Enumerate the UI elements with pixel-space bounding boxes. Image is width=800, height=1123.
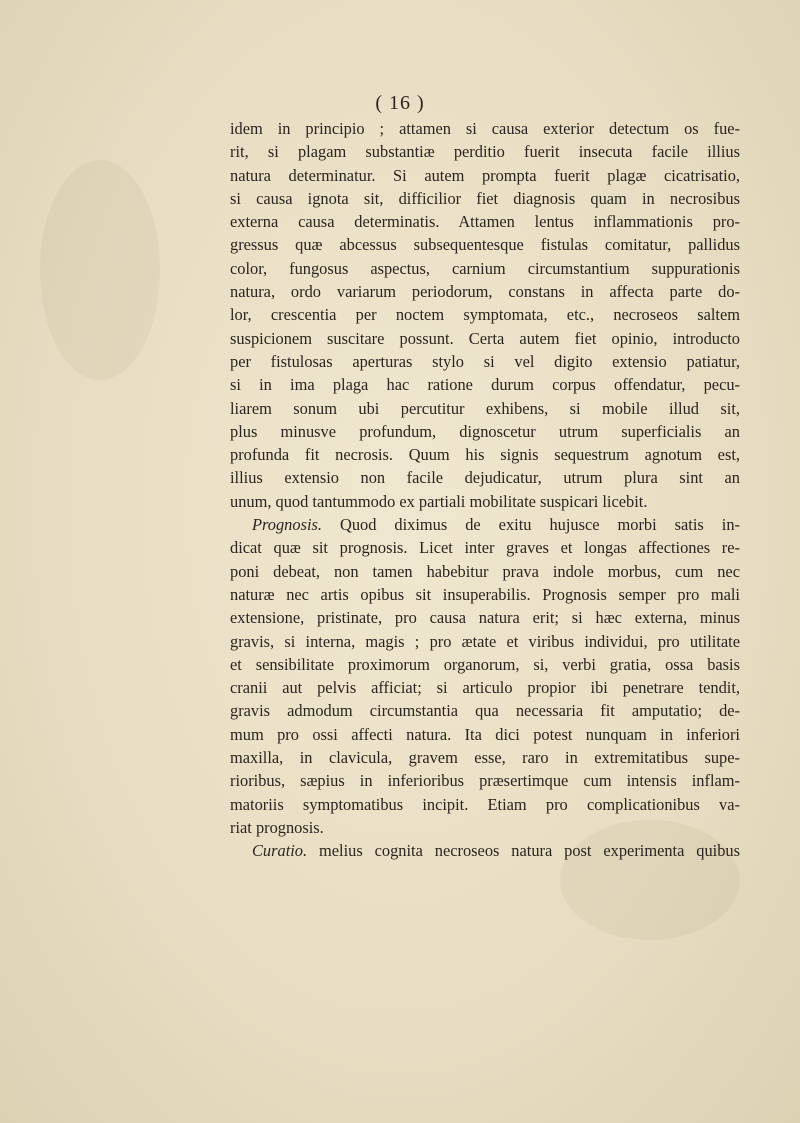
text-line-content: Quod diximus de exitu hujusce morbi satis in- — [339, 515, 740, 535]
text-line: natura determinatur. Si autem prompta fuerit plagæ cicatrisatio, — [230, 165, 740, 185]
text-line: per fistulosas aperturas stylo si vel digito extensio patiatur, — [230, 351, 740, 371]
text-line: maxilla, in clavicula, gravem esse, raro in extremitatibus supe- — [230, 748, 740, 768]
text-line: unum, quod tantummodo ex partiali mobilitate suspicari licebit. — [230, 491, 648, 511]
text-line: plus minusve profundum, dignoscetur utrum superficialis an — [230, 421, 740, 441]
text-line: gravis, si interna, magis ; pro ætate et viribus individui, pro utilitate — [230, 631, 740, 651]
paper-stain — [40, 160, 160, 380]
text-line: gravis admodum circumstantia qua necessaria fit amputatio; de- — [230, 701, 740, 721]
text-line: lor, crescentia per noctem symptomata, etc., necroseos saltem — [230, 305, 740, 325]
text-line: mum pro ossi affecti natura. Ita dici potest nunquam in inferiori — [230, 724, 740, 744]
text-line: profunda fit necrosis. Quum his signis sequestrum agnotum est, — [230, 445, 740, 465]
text-line: rioribus, sæpius in inferioribus præsertimque cum intensis inflam- — [230, 771, 740, 791]
text-line: dicat quæ sit prognosis. Licet inter graves et longas affectiones re- — [230, 538, 740, 558]
section-label-curatio: Curatio. — [252, 841, 308, 861]
page-number: ( 16 ) — [375, 92, 425, 114]
text-line: color, fungosus aspectus, carnium circumstantium suppurationis — [230, 258, 740, 278]
text-line: naturæ nec artis opibus sit insuperabilis. Prognosis semper pro mali — [230, 584, 740, 604]
text-line — [230, 839, 740, 862]
text-line: matoriis symptomatibus incipit. Etiam pro complicationibus va- — [230, 794, 740, 814]
section-label-prognosis: Prognosis. — [252, 515, 322, 535]
text-line: gressus quæ abcessus subsequentesque fistulas comitatur, pallidus — [230, 235, 740, 255]
text-line: et sensibilitate proximorum organorum, si, verbi gratia, ossa basis — [230, 654, 740, 674]
text-line: natura, ordo variarum periodorum, constans in affecta parte do- — [230, 282, 740, 302]
text-line: liarem sonum ubi percutitur exhibens, si mobile illud sit, — [230, 398, 740, 418]
text-line — [230, 513, 740, 536]
text-line: extensione, pristinate, pro causa natura erit; si hæc externa, minus — [230, 608, 740, 628]
text-line: rit, si plagam substantiæ perditio fuerit insecuta facile illius — [230, 142, 740, 162]
text-line: cranii aut pelvis afficiat; si articulo propior ibi penetrare tendit, — [230, 678, 740, 698]
text-line-content: melius cognita necroseos natura post experimenta quibus — [319, 841, 740, 861]
text-line: poni debeat, non tamen habebitur prava indole morbus, cum nec — [230, 561, 740, 581]
body-text — [230, 117, 740, 863]
text-line: illius extensio non facile dejudicatur, utrum plura sint an — [230, 468, 740, 488]
text-line: externa causa determinatis. Attamen lentus inflammationis pro- — [230, 212, 740, 232]
text-line: si causa ignota sit, difficilior fiet diagnosis quam in necrosibus — [230, 188, 740, 208]
text-line: suspicionem suscitare possunt. Certa autem fiet opinio, introducto — [230, 328, 740, 348]
text-line: idem in principio ; attamen si causa exterior detectum os fue- — [230, 119, 740, 138]
text-line: riat prognosis. — [230, 817, 324, 837]
text-line: si in ima plaga hac ratione durum corpus offendatur, pecu- — [230, 375, 740, 395]
